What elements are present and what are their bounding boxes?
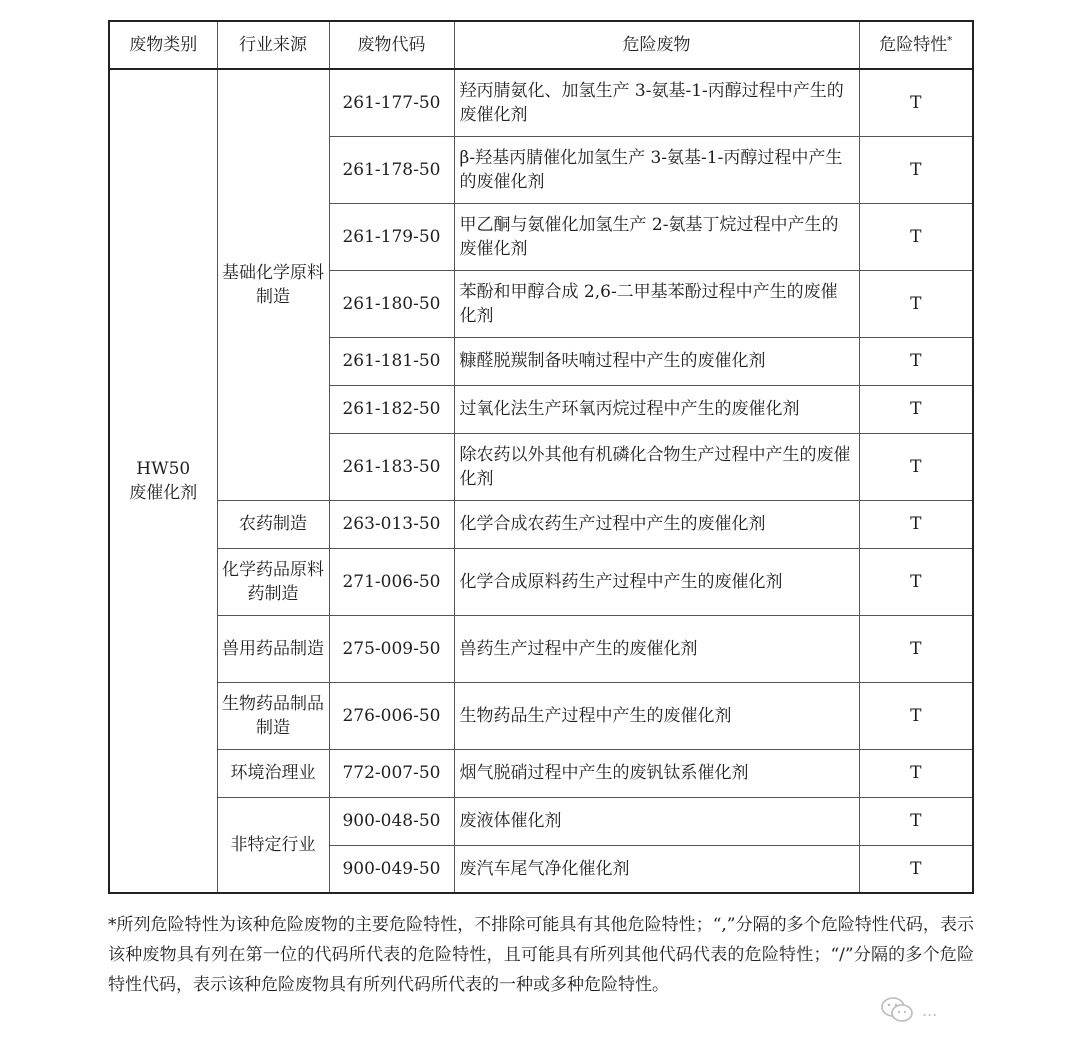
waste-description: 化学合成农药生产过程中产生的废催化剂 [454, 500, 859, 548]
header-code: 废物代码 [329, 21, 454, 69]
hazard-property: T [859, 203, 973, 270]
waste-description: 除农药以外其他有机磷化合物生产过程中产生的废催化剂 [454, 433, 859, 500]
waste-code: 276-006-50 [329, 682, 454, 749]
industry-cell: 化学药品原料药制造 [217, 548, 329, 615]
header-property [859, 21, 973, 69]
header-waste: 危险废物 [454, 21, 859, 69]
table-row [109, 500, 973, 548]
table-row [109, 749, 973, 797]
waste-code: 261-181-50 [329, 337, 454, 385]
hazard-property: T [859, 136, 973, 203]
table-row [109, 548, 973, 615]
table-row [109, 682, 973, 749]
waste-description: 废汽车尾气净化催化剂 [454, 845, 859, 893]
waste-code: 261-178-50 [329, 136, 454, 203]
waste-code: 261-180-50 [329, 270, 454, 337]
waste-code: 261-182-50 [329, 385, 454, 433]
waste-code: 275-009-50 [329, 615, 454, 682]
hazard-property: T [859, 433, 973, 500]
table-row [109, 69, 973, 136]
footnote: *所列危险特性为该种危险废物的主要危险特性，不排除可能具有其他危险特性；“,”分隔的多个危险特性代码，表示该种废物具有列在第一位的代码所代表的危险特性，且可能具有所列其他代码代表的危险特性；“/”分隔的多个危险特性代码，表示该种危险废物具有所列代码所代表的一种或多种危险特性。 [108, 915, 974, 995]
hazard-property: T [859, 385, 973, 433]
table-row [109, 797, 973, 845]
hazard-property: T [859, 337, 973, 385]
waste-description: 过氧化法生产环氧丙烷过程中产生的废催化剂 [454, 385, 859, 433]
table-row [109, 615, 973, 682]
industry-cell: 非特定行业 [217, 797, 329, 893]
waste-code: 271-006-50 [329, 548, 454, 615]
header-property-mark: * [947, 35, 953, 47]
waste-code: 900-048-50 [329, 797, 454, 845]
waste-description: 糠醛脱羰制备呋喃过程中产生的废催化剂 [454, 337, 859, 385]
hazardous-waste-table [108, 20, 974, 894]
waste-description: 烟气脱硝过程中产生的废钒钛系催化剂 [454, 749, 859, 797]
hazard-property: T [859, 682, 973, 749]
watermark-text: ... [922, 1000, 938, 1020]
industry-cell: 环境治理业 [217, 749, 329, 797]
waste-description: 甲乙酮与氨催化加氢生产 2-氨基丁烷过程中产生的废催化剂 [454, 203, 859, 270]
category-name: 废催化剂 [129, 483, 198, 503]
hazard-property: T [859, 270, 973, 337]
waste-code: 261-177-50 [329, 69, 454, 136]
waste-code: 263-013-50 [329, 500, 454, 548]
waste-description: 羟丙腈氨化、加氢生产 3-氨基-1-丙醇过程中产生的废催化剂 [454, 69, 859, 136]
hazard-property: T [859, 69, 973, 136]
hazard-property: T [859, 845, 973, 893]
category-code: HW50 [136, 459, 191, 479]
hazard-property: T [859, 797, 973, 845]
table-header-row [109, 21, 973, 69]
category-cell [109, 69, 217, 893]
waste-description: β-羟基丙腈催化加氢生产 3-氨基-1-丙醇过程中产生的废催化剂 [454, 136, 859, 203]
waste-code: 900-049-50 [329, 845, 454, 893]
industry-cell: 兽用药品制造 [217, 615, 329, 682]
header-category: 废物类别 [109, 21, 217, 69]
waste-description: 废液体催化剂 [454, 797, 859, 845]
hazard-property: T [859, 749, 973, 797]
header-industry: 行业来源 [217, 21, 329, 69]
waste-description: 化学合成原料药生产过程中产生的废催化剂 [454, 548, 859, 615]
waste-description: 苯酚和甲醇合成 2,6-二甲基苯酚过程中产生的废催化剂 [454, 270, 859, 337]
waste-code: 261-179-50 [329, 203, 454, 270]
hazard-property: T [859, 500, 973, 548]
industry-cell: 基础化学原料制造 [217, 69, 329, 500]
waste-code: 772-007-50 [329, 749, 454, 797]
watermark [880, 996, 937, 1024]
waste-code: 261-183-50 [329, 433, 454, 500]
header-property-label: 危险特性 [879, 35, 948, 55]
industry-cell: 农药制造 [217, 500, 329, 548]
wechat-icon [880, 996, 914, 1024]
hazard-property: T [859, 615, 973, 682]
industry-cell: 生物药品制品制造 [217, 682, 329, 749]
waste-description: 兽药生产过程中产生的废催化剂 [454, 615, 859, 682]
hazard-property: T [859, 548, 973, 615]
waste-description: 生物药品生产过程中产生的废催化剂 [454, 682, 859, 749]
